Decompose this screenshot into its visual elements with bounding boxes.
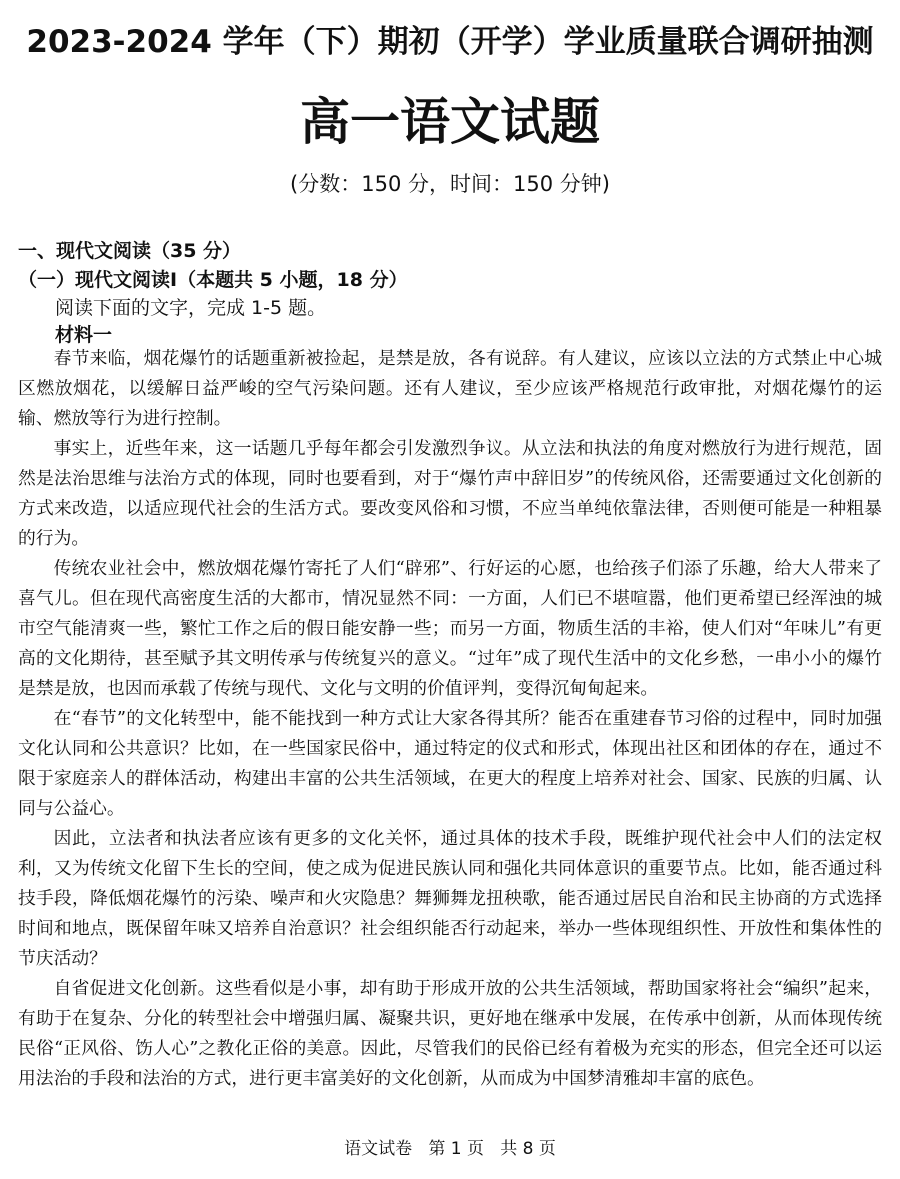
exam-title: 高一语文试题: [300, 93, 600, 151]
article-paragraph-4: 在“春节”的文化转型中，能不能找到一种方式让大家各得其所？能否在重建春节习俗的过程中，同时加强文化认同和公共意识？比如，在一些国家民俗中，通过特定的仪式和形式，体现出社区和团体的存在，通过不限于家庭亲人的群体活动，构建出丰富的公共生活领域，在更大的程度上培养对社会、国家、民族的归属、认同与公益心。: [18, 708, 882, 819]
page-footer: 语文试卷 第 1 页 共 8 页: [344, 1139, 556, 1159]
exam-score-time: (分数：150 分，时间：150 分钟): [290, 172, 610, 196]
article-paragraph-6: 自省促进文化创新。这些看似是小事，却有助于形成开放的公共生活领域，帮助国家将社会“编织”起来，有助于在复杂、分化的转型社会中增强归属、凝聚共识，更好地在继承中发展，在传承中创新，从而体现传统民俗“正风俗、饬人心”之教化正俗的美意。因此，尽管我们的民俗已经有着极为充实的形态，但完全还可以运用法治的手段和法治的方式，进行更丰富美好的文化创新，从而成为中国梦清雅却丰富的底色。: [18, 978, 882, 1089]
article-paragraph-2: 事实上，近些年来，这一话题几乎每年都会引发激烈争议。从立法和执法的角度对燃放行为进行规范，固然是法治思维与法治方式的体现，同时也要看到，对于“爆竹声中辞旧岁”的传统风俗，还需要通过文化创新的方式来改造，以适应现代社会的生活方式。要改变风俗和习惯，不应当单纯依靠法律，否则便可能是一种粗暴的行为。: [18, 438, 882, 549]
article-paragraph-5: 因此，立法者和执法者应该有更多的文化关怀，通过具体的技术手段，既维护现代社会中人们的法定权利，又为传统文化留下生长的空间，使之成为促进民族认同和强化共同体意识的重要节点。比如，能否通过科技手段，降低烟花爆竹的污染、噪声和火灾隐患？舞狮舞龙扭秧歌，能否通过居民自治和民主协商的方式选择时间和地点，既保留年味又培养自治意识？社会组织能否行动起来，举办一些体现组织性、开放性和集体性的节庆活动？: [18, 828, 882, 969]
exam-name: 2023-2024 学年（下）期初（开学）学业质量联合调研抽测: [26, 24, 874, 60]
article-paragraph-3: 传统农业社会中，燃放烟花爆竹寄托了人们“辟邪”、行好运的心愿，也给孩子们添了乐趣，给大人带来了喜气儿。但在现代高密度生活的大都市，情况显然不同：一方面，人们已不堪喧嚣，他们更希望已经浑浊的城市空气能清爽一些，繁忙工作之后的假日能安静一些；而另一方面，物质生活的丰裕，使人们对“年味儿”有更高的文化期待，甚至赋予其文明传承与传统复兴的意义。“过年”成了现代生活中的文化乡愁，一串小小的爆竹是禁是放，也因而承载了传统与现代、文化与文明的价值评判，变得沉甸甸起来。: [18, 558, 882, 699]
material-label: 材料一: [55, 324, 113, 346]
subsection-heading: （一）现代文阅读Ⅰ（本题共 5 小题，18 分）: [18, 269, 408, 291]
reading-instruction: 阅读下面的文字，完成 1-5 题。: [55, 297, 327, 319]
article-body: [18, 344, 882, 1094]
article-paragraph-1: 春节来临，烟花爆竹的话题重新被捡起，是禁是放，各有说辞。有人建议，应该以立法的方式禁止中心城区燃放烟花，以缓解日益严峻的空气污染问题。还有人建议，至少应该严格规范行政审批，对烟花爆竹的运输、燃放等行为进行控制。: [18, 348, 882, 429]
section-heading: 一、现代文阅读（35 分）: [18, 240, 242, 262]
